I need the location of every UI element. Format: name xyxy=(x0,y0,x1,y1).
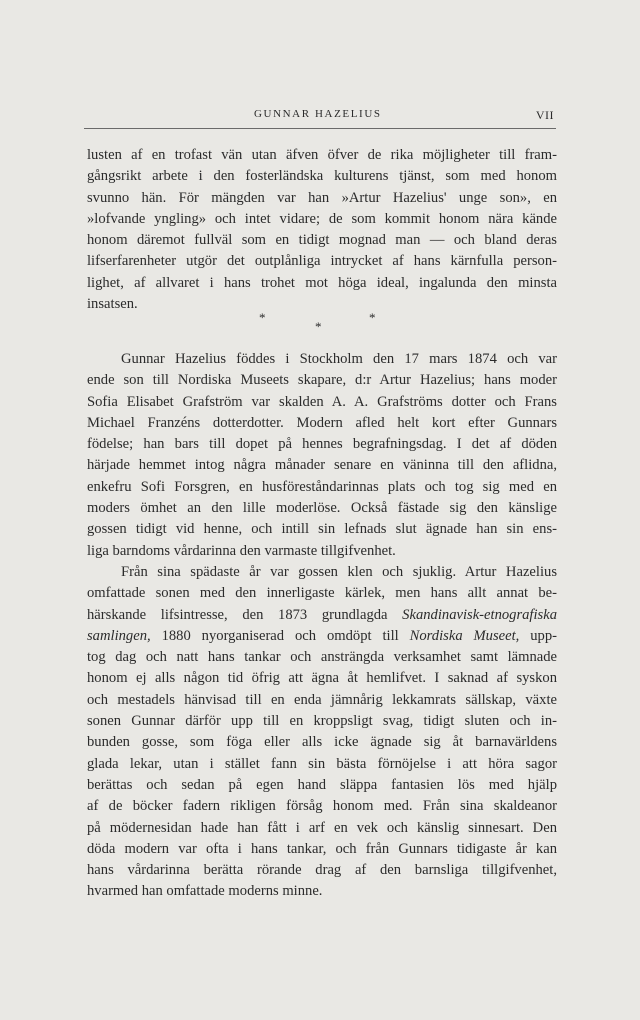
running-title: GUNNAR HAZELIUS xyxy=(254,108,382,120)
text-line: födelse; han bars till dopet på hennes begrafningsdag. I det af döden xyxy=(87,436,557,453)
text-run: härskande lifsintresse, den 1873 grundlagda xyxy=(87,606,403,623)
running-head xyxy=(84,106,556,129)
text-line: honom däremot fullväl som en tidigt mognad man — och bland deras xyxy=(87,232,557,249)
paragraph-2 xyxy=(87,349,557,562)
text-line: hvarmed han omfattade moderns minne. xyxy=(87,883,323,900)
text-line: döda modern var ofta i hans tankar, och från Gunnars tidigaste år kan xyxy=(87,840,557,857)
text-line: Sofia Elisabet Grafström var skalden A. A. Grafströms dotter och Frans xyxy=(87,393,557,410)
body-text xyxy=(87,349,557,903)
text-line: enkefru Sofi Forsgren, en husföreståndarinnas plats och tog sig med en xyxy=(87,478,557,495)
italic-title: Nordiska Museet, xyxy=(409,627,520,644)
text-line: hans vårdarinna berätta rörande drag af den barnsliga tillgifvenhet, xyxy=(87,862,557,879)
text-line: Gunnar Hazelius föddes i Stockholm den 17 mars 1874 och var xyxy=(121,351,557,367)
text-line: Från sina spädaste år var gossen klen och sjuklig. Artur Hazelius xyxy=(121,563,557,580)
text-line: Michael Franzéns dotterdotter. Modern afled helt kort efter Gunnars xyxy=(87,414,557,431)
italic-title: Skandinavisk-etnografiska xyxy=(402,606,557,623)
section-separator xyxy=(0,310,640,334)
text-line: och mestadels hänvisad till en enda jämnårig lekkamrats sällskap, växte xyxy=(87,691,557,708)
text-line: lighet, af allvaret i hans trohet mot höga ideal, ingalunda den minsta xyxy=(87,274,557,291)
page-number: VII xyxy=(535,108,554,122)
text-run: 1880 nyorganiserad och omdöpt till xyxy=(150,627,410,644)
text-line: lifserfarenheter utgör det outplånliga intrycket af hans kärnfulla person- xyxy=(87,253,557,270)
paragraph-1 xyxy=(87,145,557,315)
text-run: upp- xyxy=(519,627,557,644)
italic-title: samlingen, xyxy=(87,627,151,644)
text-line: honom ej alls någon tid öfrig att ägna åt hemlifvet. I saknad af syskon xyxy=(87,670,557,687)
text-line: gossen tidigt vid henne, och intill sin lefnads slut ägnade han sin ens- xyxy=(87,521,557,538)
separator-star: * xyxy=(259,310,266,325)
text-line: omfattade sonen med den innerligaste kärlek, men hans allt annat be- xyxy=(87,585,557,602)
text-line: glada lekar, utan i stället fann sin bästa förnöjelse i att höra sagor xyxy=(87,755,557,772)
text-line: liga barndoms vårdarinna den varmaste tillgifvenhet. xyxy=(87,542,396,559)
text-line: af de böcker fadern rikligen försåg honom med. Från sina skaldeanor xyxy=(87,798,557,815)
text-line: berättas och sedan på egen hand släppa fantasien lös med hjälp xyxy=(87,776,557,793)
text-line: på mödernesidan hade han fått i arf en vek och känslig sinnesart. Den xyxy=(87,819,557,836)
text-line xyxy=(87,605,557,626)
paragraph-3 xyxy=(87,562,557,903)
text-line: härjade hemmet intog några månader senare en väninna till den aflidna, xyxy=(87,457,557,474)
text-line: sonen Gunnar därför upp till en kroppsligt svag, tidigt sluten och in- xyxy=(87,713,557,730)
text-line: ende son till Nordiska Museets skapare, d:r Artur Hazelius; hans moder xyxy=(87,372,557,389)
text-line: moders ömhet an den lille moderlöse. Också fästade sig den känslige xyxy=(87,500,557,517)
text-line: svunno hän. För mängden var han »Artur Hazelius' unge son», en xyxy=(87,189,557,206)
text-line: tog dag och natt hans tankar och ansträngda verksamhet samt lämnade xyxy=(87,649,557,666)
text-line: gångsrikt arbete i den fosterländska kulturens tjänst, som med honom xyxy=(87,168,557,185)
text-line: »lofvande yngling» och intet vidare; de som kommit honom nära kände xyxy=(87,210,557,227)
text-line: bunden gosse, som föga eller alls icke ägnade sig åt barnavärldens xyxy=(87,734,557,751)
text-line xyxy=(87,626,557,647)
separator-star: * xyxy=(315,319,322,334)
separator-star: * xyxy=(369,310,376,325)
text-line: lusten af en trofast vän utan äfven öfver de rika möjligheter till fram- xyxy=(87,147,557,163)
text-line: insatsen. xyxy=(87,296,138,313)
